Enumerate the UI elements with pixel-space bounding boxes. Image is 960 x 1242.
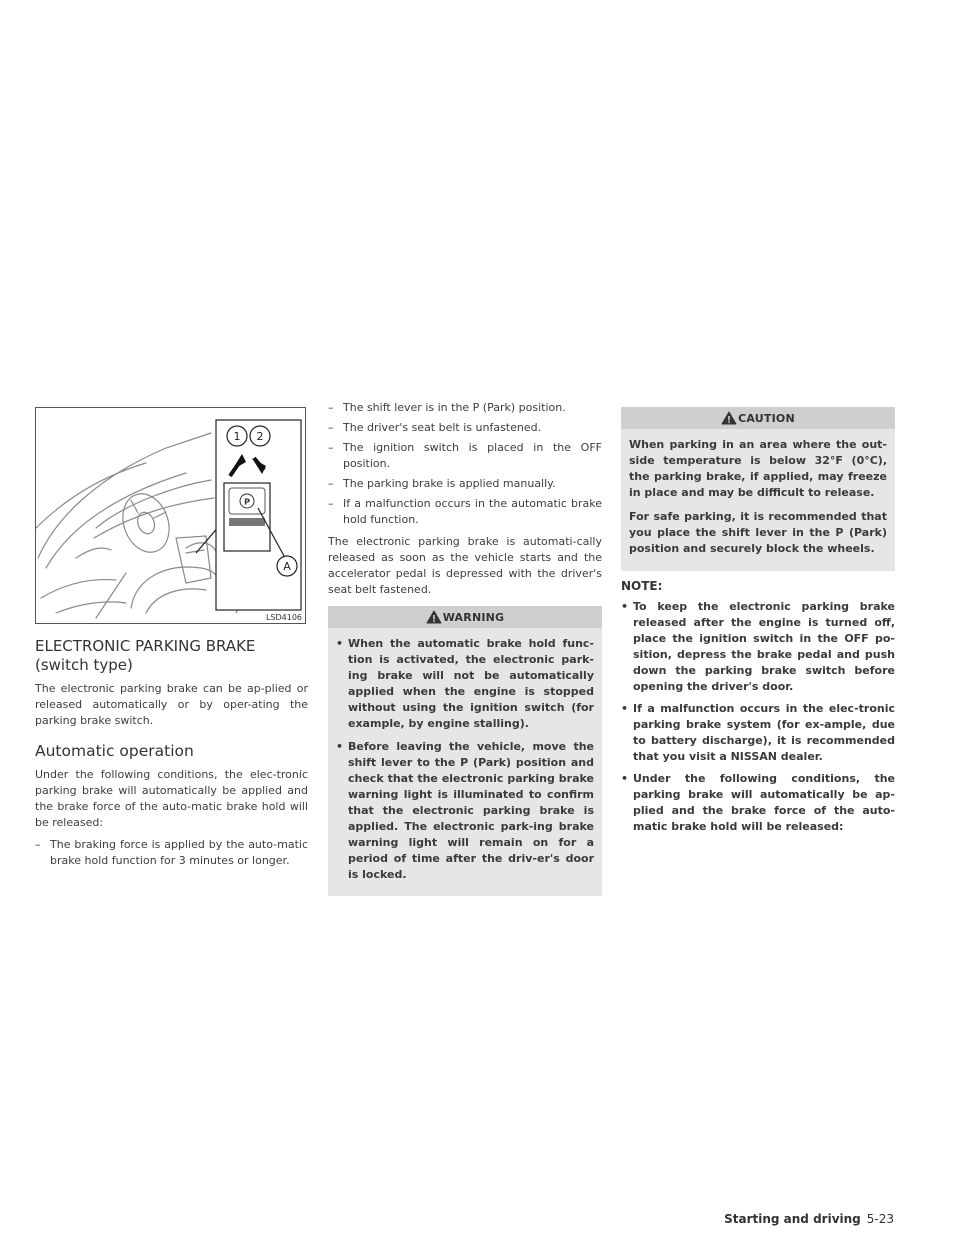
warning-header: [328, 606, 602, 628]
automatic-operation-paragraph: Under the following conditions, the elec-tronic parking brake will automatically be applied and the brake force of the auto-matic brake hold will be released:: [35, 768, 308, 829]
footer-section-title: Starting and driving: [724, 1212, 861, 1226]
figure-code: LSD4106: [265, 613, 302, 622]
caution-box: [621, 407, 895, 571]
list-item: – The braking force is applied by the auto-matic brake hold function for 3 minutes or longer.: [35, 838, 308, 867]
page-footer: [724, 1212, 894, 1226]
automatic-operation-heading: Automatic operation: [35, 742, 194, 760]
caution-paragraph: When parking in an area where the out-side temperature is below 32°F (0°C), the parking brake, if applied, may freeze in place and may be difficult to release.: [629, 438, 887, 499]
warning-item: • Before leaving the vehicle, move the shift lever to the P (Park) position and check that the electronic parking brake warning light is illuminated to confirm that the electronic parking brake is applied. The electronic park-ing brake warning light will remain on for a period of time after the driv-er's door is locked.: [336, 740, 594, 881]
warning-box: [328, 606, 602, 896]
note-item: • To keep the electronic parking brake released after the engine is turned off, place the ignition switch in the OFF po-sition, depress the brake pedal and push down the parking brake switch before opening the driver's door.: [621, 600, 895, 693]
warning-icon: [721, 411, 737, 425]
list-item: – The driver's seat belt is unfastened.: [328, 421, 542, 434]
warning-title: WARNING: [442, 610, 505, 624]
column-2: [328, 400, 602, 904]
caution-paragraph: For safe parking, it is recommended that you place the shift lever in the P (Park) position and securely block the wheels.: [629, 510, 887, 555]
parking-switch-glyph: P: [244, 497, 250, 507]
parking-brake-figure: [35, 407, 306, 624]
caution-header: [621, 407, 895, 429]
condition-list-1: [35, 837, 308, 869]
intro-paragraph: The electronic parking brake can be ap-plied or released automatically or by oper-ating the parking brake switch.: [35, 682, 308, 727]
note-item: • If a malfunction occurs in the elec-tronic parking brake system (for ex-ample, due to battery discharge), it is recommended that you visit a NISSAN dealer.: [621, 702, 895, 763]
caution-title: CAUTION: [738, 411, 795, 425]
warning-item: • When the automatic brake hold func-tion is activated, the electronic park-ing brake will not be automatically applied when the engine is stopped without using the ignition switch (for example, by engine stalling).: [336, 637, 594, 730]
note-list: [621, 599, 895, 835]
car-interior-illustration: [36, 408, 305, 623]
callout-1: 1: [233, 430, 241, 443]
list-item: – The parking brake is applied manually.: [328, 477, 556, 490]
column-3: [621, 400, 895, 841]
section-heading: ELECTRONIC PARKING BRAKE (switch type): [35, 637, 256, 674]
list-item: – The ignition switch is placed in the OFF position.: [328, 441, 602, 470]
callout-a: A: [283, 560, 291, 573]
warning-icon: [426, 610, 442, 624]
note-item: • Under the following conditions, the parking brake will automatically be ap-plied and the brake force of the auto-matic brake hold will be released:: [621, 772, 895, 833]
page-number: 5-23: [866, 1212, 894, 1226]
condition-list-2: [328, 400, 602, 528]
column-1: [35, 400, 308, 875]
release-paragraph: The electronic parking brake is automati-cally released as soon as the vehicle starts and the accelerator pedal is depressed with the driver's seat belt fastened.: [328, 535, 602, 596]
list-item: – The shift lever is in the P (Park) position.: [328, 401, 566, 414]
callout-2: 2: [256, 430, 264, 443]
note-heading: NOTE:: [621, 579, 663, 593]
list-item: – If a malfunction occurs in the automatic brake hold function.: [328, 497, 602, 526]
